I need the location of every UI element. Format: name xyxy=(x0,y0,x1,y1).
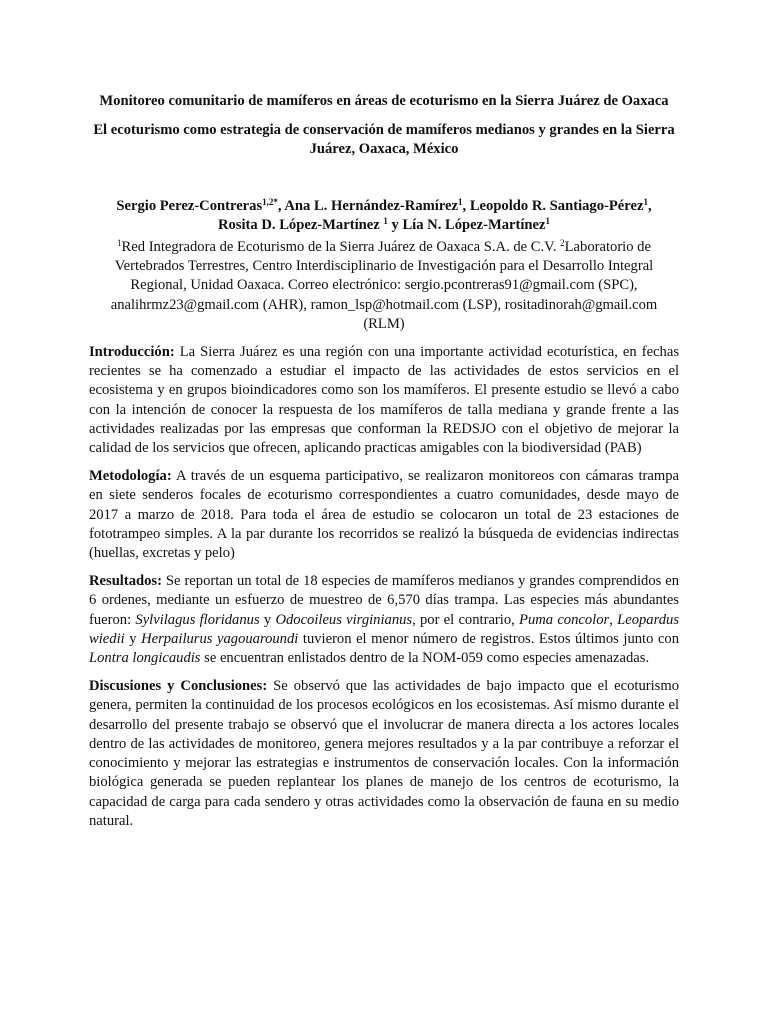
methods-heading: Metodología: xyxy=(89,468,172,485)
author-separator: y xyxy=(387,216,403,233)
author-separator: , xyxy=(647,197,652,214)
species-name: Lontra longicaudis xyxy=(89,650,201,667)
author-affiliation-marker: 1 xyxy=(643,196,648,207)
author-affiliation-marker: 1 xyxy=(545,215,551,226)
author-affiliation-marker: 1,2* xyxy=(262,196,278,207)
conclusions-section xyxy=(89,677,679,831)
author-affiliation-marker: 1 xyxy=(383,215,388,226)
author-separator: , xyxy=(462,197,470,214)
results-text: y xyxy=(259,611,276,628)
species-name: Herpailurus yagouaroundi xyxy=(141,630,299,647)
results-text: , por el contrario, xyxy=(412,611,520,628)
species-name: Sylvilagus floridanus xyxy=(135,611,260,628)
species-name: Puma concolor xyxy=(519,611,610,628)
methods-section xyxy=(89,467,679,563)
author-list xyxy=(89,197,679,235)
results-text: , xyxy=(609,611,618,628)
author-name: Sergio Perez-Contreras xyxy=(116,197,263,214)
author-separator: , xyxy=(277,197,285,214)
introduction-section xyxy=(89,343,679,458)
species-name: Leopardus wiedii xyxy=(89,611,680,647)
introduction-heading: Introducción: xyxy=(89,344,175,361)
results-heading: Resultados: xyxy=(89,573,162,590)
author-affiliation-marker: 1 xyxy=(458,196,463,207)
results-text: se encuentran enlistados dentro de la NOM-059 como especies amenazadas. xyxy=(200,650,650,667)
author-name: Leopoldo R. Santiago-Pérez xyxy=(469,197,644,214)
author-name: Lía N. López-Martínez xyxy=(402,216,546,233)
introduction-text: La Sierra Juárez es una región con una importante actividad ecoturística, en fechas recientes se ha comenzado a estudiar el impacto de las actividades de estos servicios en el ecosistema y en grupos bioindicadores como son los mamíferos. El presente estudio se llevó a cabo con la intención de conocer la respuesta de los mamíferos de talla mediana y grande frente a las actividades realizadas por las empresas que conforman la REDSJO con el objetivo de mejorar la calidad de los servicios que ofrecen, aplicando practicas amigables con la biodiversidad (PAB) xyxy=(89,344,679,457)
author-name: Rosita D. López-Martínez xyxy=(217,216,384,233)
affiliation-marker: 1 xyxy=(117,238,122,249)
subtitle: El ecoturismo como estrategia de conservación de mamíferos medianos y grandes en la Sierra Juárez, Oaxaca, México xyxy=(93,122,675,158)
results-text: Se reportan un total de 18 especies de mamíferos medianos y grandes comprendidos en 6 ordenes, mediante un esfuerzo de muestreo de 6,570 días trampa. Las especies más abundantes fueron: xyxy=(89,573,679,628)
conclusions-heading: Discusiones y Conclusiones: xyxy=(89,678,268,695)
results-section xyxy=(89,572,679,668)
affiliations xyxy=(89,238,679,334)
affiliation-text: Red Integradora de Ecoturismo de la Sierra Juárez de Oaxaca S.A. de C.V. xyxy=(121,239,561,256)
document-page xyxy=(89,92,679,831)
main-title: Monitoreo comunitario de mamíferos en áreas de ecoturismo en la Sierra Juárez de Oaxaca xyxy=(99,93,669,109)
species-name: Odocoileus virginianus xyxy=(275,611,413,628)
affiliation-marker: 2 xyxy=(560,238,565,249)
results-text: y xyxy=(124,630,142,647)
affiliation-text: Laboratorio de Vertebrados Terrestres, Centro Interdisciplinario de Investigación para el Desarrollo Integral Regional, Unidad Oaxaca. Correo electrónico: sergio.pcontreras91@gmail.com (SPC), analihrmz23@gmail.com (AHR), ramon_lsp@hotmail.com (LSP), rositadinorah@gmail.com (RLM) xyxy=(110,239,658,332)
methods-text: A través de un esquema participativo, se realizaron monitoreos con cámaras trampa en siete senderos focales de ecoturismo correspondientes a cuatro comunidades, desde mayo de 2017 a marzo de 2018. Para toda el área de estudio se colocaron un total de 23 estaciones de fototrampeo simples. A la par durante los recorridos se realizó la búsqueda de evidencias indirectas (huellas, excretas y pelo) xyxy=(89,468,679,562)
author-name: Ana L. Hernández-Ramírez xyxy=(284,197,459,214)
conclusions-text: Se observó que las actividades de bajo impacto que el ecoturismo genera, permiten la continuidad de los procesos ecológicos en los ecosistemas. Así mismo durante el desarrollo del presente trabajo se observó que el involucrar de manera directa a los actores locales dentro de las actividades de monitoreo, genera mejores resultados y a la par contribuye a reforzar el conocimiento y mejorar las estrategias e instrumentos de conservación locales. Con la información biológica generada se pueden replantear los planes de manejo de los centros de ecoturismo, la capacidad de carga para cada sendero y otras actividades como la observación de fauna en su medio natural. xyxy=(89,678,679,829)
results-text: tuvieron el menor número de registros. Estos últimos junto con xyxy=(298,630,680,647)
